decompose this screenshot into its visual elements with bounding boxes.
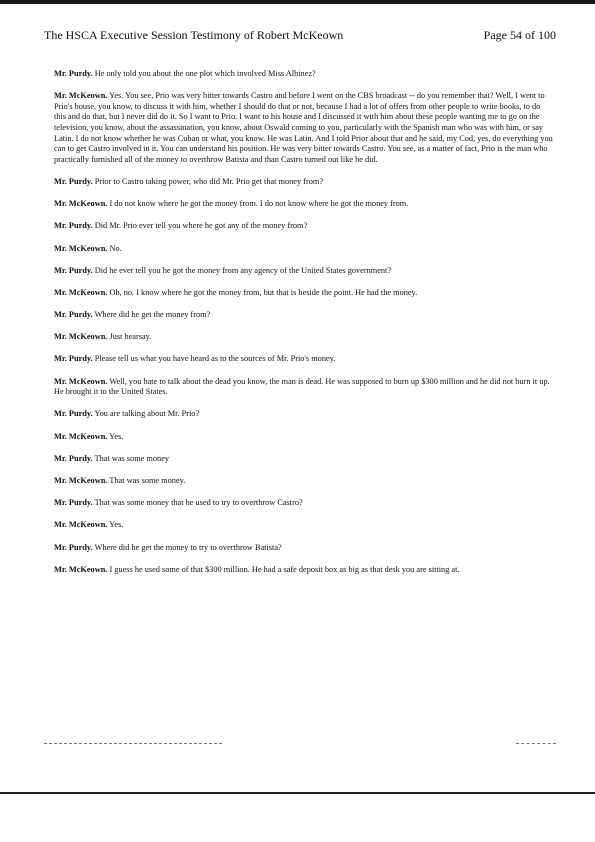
- transcript-paragraph: [54, 177, 554, 188]
- transcript-paragraph: [54, 266, 554, 277]
- transcript-paragraph: [54, 310, 554, 321]
- transcript-paragraph: [54, 454, 554, 465]
- page-header: [44, 28, 556, 43]
- testimony-text: I guess he used some of that $300 million. He had a safe deposit box as big as that desk you are sitting at.: [109, 564, 460, 574]
- transcript-paragraph: [54, 377, 554, 398]
- transcript-body: [54, 69, 554, 587]
- testimony-text: Yes.: [109, 520, 124, 530]
- testimony-text: Yes. You see, Prio was very bitter towards Castro and before I went on the CBS broadcast -- do you remember that? Well, I went to Prio's house, you know, to discuss it with him, whether I should do that or not, because I had a lot of offers from other people to write books, to do this and do that, but I never did do it. So I want to Prio. I want to his house and I discussed it with him about these people wanting me to go on the television, you know, about the assassination, you know, about Oswald coming to you, particularly with the Spanish man who was with him, or say Latin. I do not know whether he was Cuban or what, you know. He was Latin. And I told Prior about that and he said, my Cod, yes, do everything you can to get Castro involved in it. You can understand his position. He was very bitter towards Castro. You see, as a matter of fact, Prio is the man who practically furnished all of the money to overthrow Batista and than Castro turned out like he did.: [54, 91, 553, 164]
- speaker-label: Mr. Purdy.: [54, 498, 93, 508]
- testimony-text: That was some money that he used to try to overthrow Castro?: [94, 498, 303, 508]
- transcript-paragraph: [54, 432, 554, 443]
- testimony-text: That was some money.: [109, 475, 186, 485]
- speaker-label: Mr. Purdy.: [54, 310, 93, 320]
- speaker-label: Mr. McKeown.: [54, 332, 108, 342]
- testimony-text: That was some money: [94, 453, 170, 463]
- transcript-paragraph: [54, 69, 554, 80]
- bottom-border: [0, 792, 595, 794]
- speaker-label: Mr. McKeown.: [54, 475, 108, 485]
- transcript-paragraph: [54, 288, 554, 299]
- testimony-text: Prior to Castro taking power, who did Mr. Prio get that money from?: [94, 176, 323, 186]
- testimony-text: Well, you hate to talk about the dead you know, the man is dead. He was supposed to burn up $300 million and he did not burn it up. He brought it to the United States.: [54, 376, 550, 397]
- speaker-label: Mr. McKeown.: [54, 243, 108, 253]
- testimony-text: He only told you about the one plot which involved Miss Albinez?: [94, 69, 316, 78]
- transcript-paragraph: [54, 565, 554, 576]
- testimony-text: Where did he get the money from?: [94, 310, 211, 320]
- footer-rule-right: [516, 743, 556, 744]
- testimony-text: Yes.: [109, 431, 124, 441]
- speaker-label: Mr. McKeown.: [54, 520, 108, 530]
- speaker-label: Mr. Purdy.: [54, 176, 93, 186]
- speaker-label: Mr. McKeown.: [54, 431, 108, 441]
- testimony-text: No.: [109, 243, 122, 253]
- transcript-paragraph: [54, 409, 554, 420]
- speaker-label: Mr. Purdy.: [54, 221, 93, 231]
- speaker-label: Mr. Purdy.: [54, 453, 93, 463]
- transcript-paragraph: [54, 520, 554, 531]
- testimony-text: Did Mr. Prio ever tell you where he got any of the money from?: [94, 221, 308, 231]
- transcript-paragraph: [54, 332, 554, 343]
- transcript-paragraph: [54, 498, 554, 509]
- speaker-label: Mr. Purdy.: [54, 542, 93, 552]
- top-border: [0, 0, 595, 4]
- testimony-text: Oh, no. I know where he got the money from, but that is beside the point. He had the money.: [109, 287, 418, 297]
- speaker-label: Mr. McKeown.: [54, 199, 108, 209]
- speaker-label: Mr. Purdy.: [54, 69, 93, 78]
- speaker-label: Mr. McKeown.: [54, 376, 108, 386]
- transcript-paragraph: [54, 91, 554, 165]
- speaker-label: Mr. Purdy.: [54, 354, 93, 364]
- testimony-text: I do not know where he got the money from. I do not know where he got the money from.: [109, 199, 409, 209]
- testimony-text: Please tell us what you have heard as to the sources of Mr. Prio's money.: [94, 354, 336, 364]
- speaker-label: Mr. McKeown.: [54, 91, 108, 101]
- transcript-paragraph: [54, 543, 554, 554]
- testimony-text: You are talking about Mr. Prio?: [94, 409, 200, 419]
- transcript-paragraph: [54, 476, 554, 487]
- transcript-paragraph: [54, 354, 554, 365]
- transcript-paragraph: [54, 199, 554, 210]
- footer-rule-left: [44, 743, 222, 744]
- speaker-label: Mr. Purdy.: [54, 409, 93, 419]
- speaker-label: Mr. McKeown.: [54, 564, 108, 574]
- speaker-label: Mr. Purdy.: [54, 265, 93, 275]
- page-number: Page 54 of 100: [483, 28, 556, 42]
- testimony-text: Where did he get the money to try to overthrow Batista?: [94, 542, 282, 552]
- testimony-text: Just hearsay.: [109, 332, 152, 342]
- transcript-paragraph: [54, 221, 554, 232]
- testimony-text: Did he ever tell you he got the money from any agency of the United States government?: [94, 265, 392, 275]
- transcript-paragraph: [54, 244, 554, 255]
- document-title: The HSCA Executive Session Testimony of Robert McKeown: [44, 28, 344, 42]
- speaker-label: Mr. McKeown.: [54, 287, 108, 297]
